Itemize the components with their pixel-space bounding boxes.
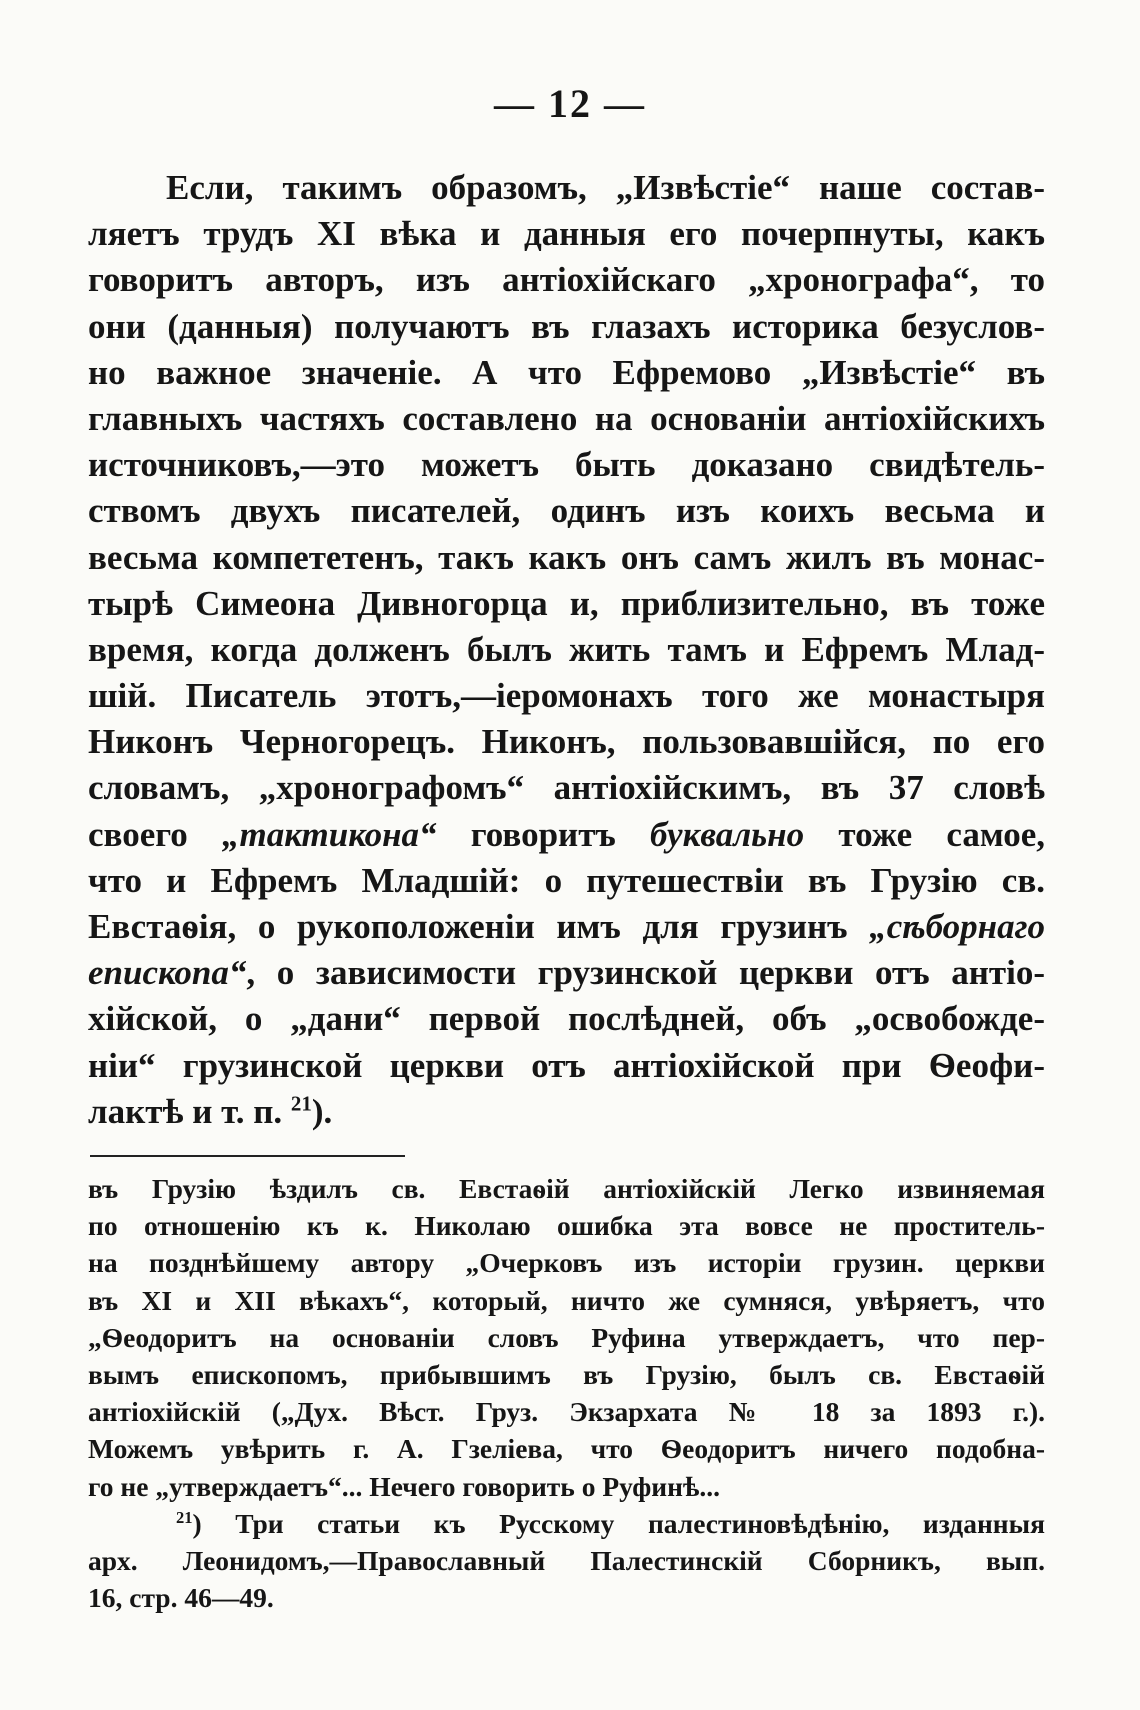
text-line: но важное значеніе. А что Ефремово „Извѣстіе“ въ xyxy=(88,352,1045,392)
main-text-block xyxy=(88,165,1045,1135)
text-line: шій. Писатель этотъ,—іеромонахъ того же монастыря xyxy=(88,676,1045,716)
footnote-line: арх. Леонидомъ,—Православный Палестинскій Сборникъ, вып. xyxy=(88,1544,1045,1576)
text-segment: тоже самое, xyxy=(838,814,1046,854)
text-segment: Евстаѳія, о рукоположеніи имъ для грузинъ xyxy=(88,907,848,946)
text-line: источниковъ,—это можетъ быть доказано свидѣтель- xyxy=(88,445,1045,485)
text-line: они (данныя) получаютъ въ глазахъ историка безуслов- xyxy=(88,306,1045,346)
text-segment: ). xyxy=(311,1091,333,1131)
footnote-divider xyxy=(90,1155,405,1157)
text-line: ніи“ грузинской церкви отъ антіохійской при Ѳеофи- xyxy=(88,1045,1045,1085)
text-segment: , о зависимости грузинской церкви отъ антіо- xyxy=(246,953,1045,993)
italic-term: буквально xyxy=(650,814,805,854)
text-line: главныхъ частяхъ составлено на основаніи антіохійскихъ xyxy=(88,398,1045,438)
text-line xyxy=(88,1089,1045,1135)
footnote-line: антіохійскій („Дух. Вѣст. Груз. Экзархата № 18 за 1893 г.). xyxy=(88,1396,1045,1428)
text-segment: лактѣ и т. п. xyxy=(88,1091,283,1131)
italic-term: епископа“ xyxy=(88,953,247,993)
text-line: тырѣ Симеона Дивногорца и, приблизительно, въ тоже xyxy=(88,583,1045,623)
footnote-line: го не „утверждаетъ“... Нечего говорить о Руфинѣ... xyxy=(88,1470,721,1502)
text-line xyxy=(88,812,1045,858)
text-line: говоритъ авторъ, изъ антіохійскаго „хронографа“, то xyxy=(88,260,1045,300)
footnote-line: вымъ епископомъ, прибывшимъ въ Грузію, былъ св. Евстаѳій xyxy=(88,1358,1045,1390)
footnote-ref: 21 xyxy=(290,1091,312,1116)
text-segment: ) Три статьи къ Русскому палестиновѣдѣнію, изданныя xyxy=(192,1507,1045,1539)
footnotes-block xyxy=(88,1170,1045,1616)
text-line xyxy=(88,904,1045,950)
italic-term: „тактикона“ xyxy=(222,814,437,854)
text-segment: своего xyxy=(88,814,188,854)
text-line: время, когда долженъ былъ жить тамъ и Ефремъ Млад- xyxy=(88,629,1045,669)
text-line: словамъ, „хронографомъ“ антіохійскимъ, въ 37 словѣ xyxy=(88,768,1045,808)
text-line: что и Ефремъ Младшій: о путешествіи въ Грузію св. xyxy=(88,860,1045,900)
text-line: Никонъ Черногорецъ. Никонъ, пользовавшійся, по его xyxy=(88,722,1045,762)
footnote-line: 16, стр. 46—49. xyxy=(88,1582,274,1614)
footnote-line: въ XI и XII вѣкахъ“, который, ничто же сумняся, увѣряетъ, что xyxy=(88,1284,1045,1316)
text-line xyxy=(88,950,1045,996)
footnote-line: Можемъ увѣрить г. А. Гзеліева, что Ѳеодоритъ ничего подобна- xyxy=(88,1433,1045,1465)
footnote-line xyxy=(88,1505,1045,1542)
footnote-line: по отношенію къ к. Николаю ошибка эта вовсе не проститель- xyxy=(88,1210,1045,1242)
text-line: Если, такимъ образомъ, „Извѣстіе“ наше состав- xyxy=(166,168,1045,207)
italic-term: „сѣборнаго xyxy=(869,907,1045,946)
text-line: хійской, о „дани“ первой послѣдней, объ „освобожде- xyxy=(88,999,1045,1039)
text-line: весьма компететенъ, такъ какъ онъ самъ жилъ въ монас- xyxy=(88,537,1045,577)
text-segment: говоритъ xyxy=(470,814,616,854)
footnote-line: „Ѳеодоритъ на основаніи словъ Руфина утверждаетъ, что пер- xyxy=(88,1321,1045,1353)
text-line: ствомъ двухъ писателей, одинъ изъ коихъ весьма и xyxy=(88,491,1045,531)
page-number: — 12 — xyxy=(494,81,646,126)
footnote-line: на позднѣйшему автору „Очерковъ изъ исторіи грузин. церкви xyxy=(88,1247,1045,1279)
footnote-line: въ Грузію ѣздилъ св. Евстаѳій антіохійскій Легко извиняемая xyxy=(88,1173,1045,1204)
footnote-number: 21 xyxy=(176,1507,193,1527)
text-line: ляетъ трудъ XI вѣка и данныя его почерпнуты, какъ xyxy=(88,214,1045,254)
